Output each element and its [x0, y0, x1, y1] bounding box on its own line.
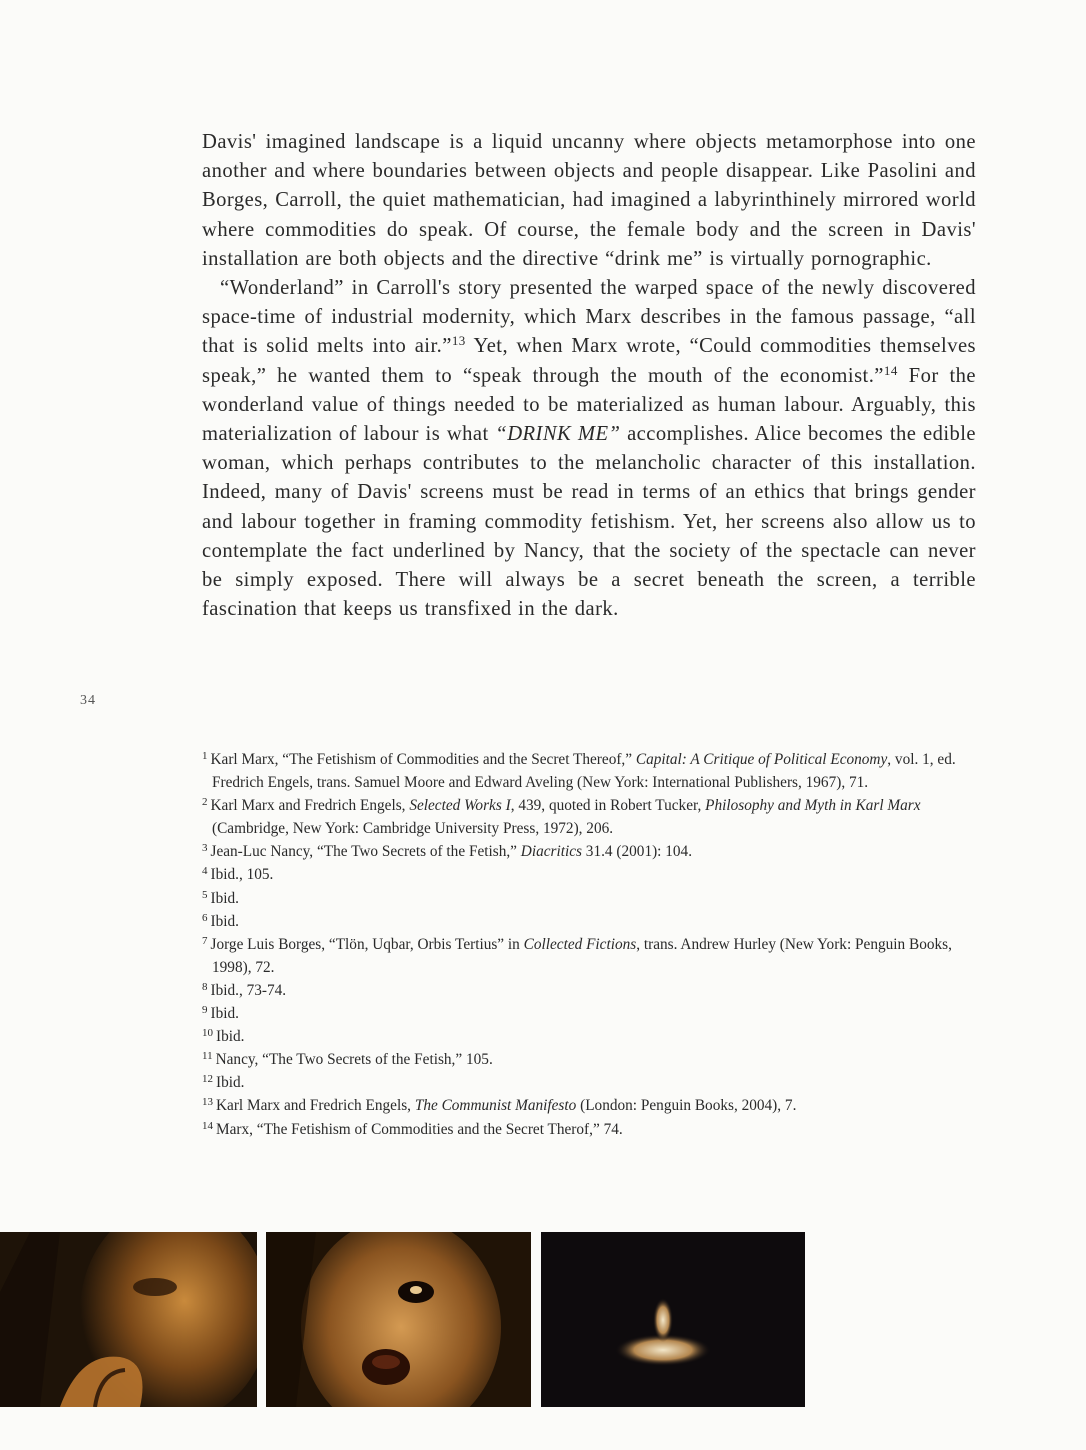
face-mouth-image — [266, 1232, 531, 1407]
still-face-hand — [0, 1232, 257, 1407]
film-stills — [0, 1232, 1086, 1408]
page-number: 34 — [80, 693, 96, 708]
paragraph-1: Davis' imagined landscape is a liquid uncanny where objects metamorphose into one another and where boundaries between objects and people disappear. Like Pasolini and Borges, Carroll, the quiet mathematician, had imagined a labyrinthinely mirrored world where commodities do speak. Of course, the female body and the screen in Davis' installation are both objects and the directive “drink me” is virtually pornographic. — [202, 131, 976, 270]
footnote-ref-13[interactable]: 13 — [451, 333, 466, 349]
footnote-13: $^{13}$ Karl Marx and Fredrich Engels, The Communist Manifesto (London: Penguin Books, 2004), 7. — [202, 1096, 797, 1115]
figure-image — [541, 1232, 805, 1407]
footnote-2: $^2$ Karl Marx and Fredrich Engels, Selected Works I, 439, quoted in Robert Tucker, Philosophy and Myth in Karl Marx (Cambridge, New York: Cambridge University Press, 1972), 206. — [202, 796, 921, 838]
footnote-12: $^{12}$ Ibid. — [202, 1073, 245, 1092]
footnote-ref-14[interactable]: 14 — [883, 362, 898, 378]
footnote-6: $^6$ Ibid. — [202, 911, 239, 930]
footnote-4: $^4$ Ibid., 105. — [202, 865, 274, 884]
footnote-1: $^1$ Karl Marx, “The Fetishism of Commodities and the Secret Thereof,” Capital: A Critique of Political Economy, vol. 1, ed. Fredrich Engels, trans. Samuel Moore and Edward Aveling (New York: International Publishers, 1967), 71. — [202, 750, 956, 792]
footnote-3: $^3$ Jean-Luc Nancy, “The Two Secrets of the Fetish,” Diacritics 31.4 (2001): 104. — [202, 842, 693, 861]
footnote-11: $^{11}$ Nancy, “The Two Secrets of the Fetish,” 105. — [202, 1050, 493, 1069]
paragraph-2: “Wonderland” in Carroll's story presented the warped space of the newly discovered space-time of industrial modernity, which Marx describes in the famous passage, “all that is solid melts into air.”$^{13}$ Yet, when Marx wrote, “Could commodities themselves speak,” he wanted them to “speak through the mouth of the economist.”$^{14}$ For the wonderland value of things needed to be materialized as human labour. Arguably, this materialization of labour is what “DRINK ME” accomplishes. Alice becomes the edible woman, which perhaps contributes to the melancholic character of this installation. Indeed, many of Davis' screens must be read in terms of an ethics that brings gender and labour together in framing commodity fetishism. Yet, her screens also allow us to contemplate the fact underlined by Nancy, that the society of the spectacle can never be simply exposed. There will always be a secret beneath the screen, a terrible fascination that keeps us transfixed in the dark. — [202, 277, 977, 621]
footnote-10: $^{10}$ Ibid. — [202, 1027, 245, 1046]
footnotes — [202, 748, 978, 1141]
still-figure-dark — [541, 1232, 805, 1407]
footnote-9: $^9$ Ibid. — [202, 1004, 239, 1023]
footnote-14: $^{14}$ Marx, “The Fetishism of Commodities and the Secret Therof,” 74. — [202, 1119, 623, 1138]
main-text — [202, 128, 976, 624]
work-title: “DRINK ME” — [495, 423, 621, 446]
still-face-mouth — [266, 1232, 531, 1407]
footnote-7: $^7$ Jorge Luis Borges, “Tlön, Uqbar, Orbis Tertius” in Collected Fictions, trans. Andrew Hurley (New York: Penguin Books, 1998), 72. — [202, 934, 952, 976]
face-hand-image — [0, 1232, 257, 1407]
footnote-8: $^8$ Ibid., 73-74. — [202, 980, 287, 999]
footnote-5: $^5$ Ibid. — [202, 888, 239, 907]
